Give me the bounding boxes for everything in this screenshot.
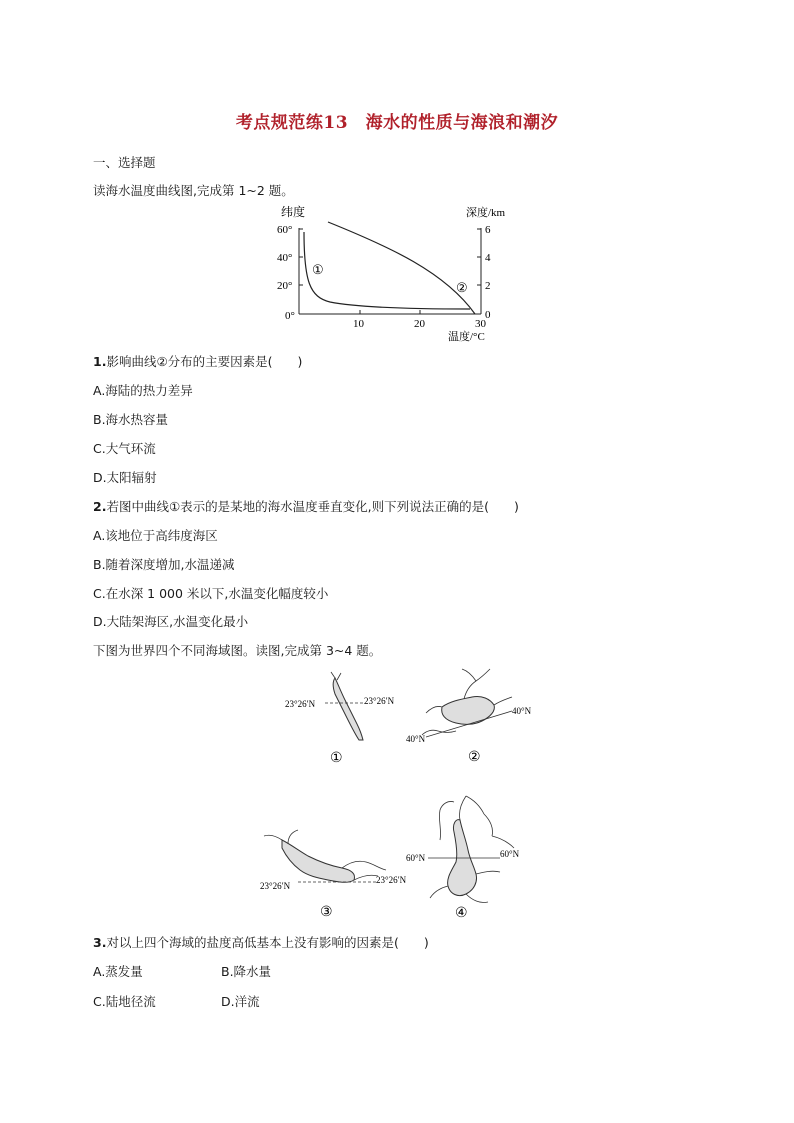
curve-2-label: ② bbox=[456, 280, 468, 295]
map3-lat-right: 23°26′N bbox=[376, 875, 407, 885]
sea-map-3 bbox=[258, 826, 418, 921]
q3-option-b: B.降水量 bbox=[221, 964, 272, 979]
map1-number: ① bbox=[330, 751, 343, 766]
map2-lat-left: 40°N bbox=[406, 734, 426, 744]
map3-lat-left: 23°26′N bbox=[260, 881, 291, 891]
question-1-stem bbox=[93, 352, 302, 370]
temperature-curve-figure bbox=[270, 202, 510, 344]
question-text: 影响曲线②分布的主要因素是( ) bbox=[106, 354, 303, 369]
curve-1-label: ① bbox=[312, 262, 324, 277]
q1-option-c: C.大气环流 bbox=[93, 441, 156, 456]
map2-lat-right: 40°N bbox=[512, 706, 532, 716]
q2-option-c: C.在水深 1 000 米以下,水温变化幅度较小 bbox=[93, 586, 329, 601]
left-axis-label: 纬度 bbox=[281, 205, 306, 219]
x-tick-30: 30 bbox=[475, 318, 486, 330]
q3-option-d: D.洋流 bbox=[221, 994, 260, 1009]
map4-lat-right: 60°N bbox=[500, 849, 520, 859]
sea-map-1 bbox=[285, 670, 410, 770]
x-axis-label: 温度/°C bbox=[448, 331, 485, 343]
map1-lat-right: 23°26′N bbox=[364, 696, 395, 706]
question-number: 2. bbox=[93, 499, 107, 514]
left-tick-20: 20° bbox=[277, 280, 293, 292]
curve-2 bbox=[328, 222, 475, 314]
sea-map-4 bbox=[404, 790, 534, 922]
map4-lat-left: 60°N bbox=[406, 853, 426, 863]
question-number: 3. bbox=[93, 935, 107, 950]
q2-option-a: A.该地位于高纬度海区 bbox=[93, 528, 218, 543]
question-text: 若图中曲线①表示的是某地的海水温度垂直变化,则下列说法正确的是( ) bbox=[106, 499, 519, 514]
left-tick-0: 0° bbox=[285, 310, 295, 322]
left-tick-60: 60° bbox=[277, 224, 293, 236]
x-tick-10: 10 bbox=[353, 318, 364, 330]
sea-map-2 bbox=[404, 665, 544, 770]
question-2-stem bbox=[93, 497, 519, 515]
left-tick-40: 40° bbox=[277, 252, 293, 264]
q2-option-b: B.随着深度增加,水温递减 bbox=[93, 557, 235, 572]
map2-number: ② bbox=[468, 750, 481, 765]
intro-q3-4: 下图为世界四个不同海域图。读图,完成第 3~4 题。 bbox=[93, 643, 382, 658]
q1-option-a: A.海陆的热力差异 bbox=[93, 383, 193, 398]
intro-q1-2: 读海水温度曲线图,完成第 1~2 题。 bbox=[93, 183, 294, 198]
q2-option-d: D.大陆架海区,水温变化最小 bbox=[93, 614, 249, 629]
map4-number: ④ bbox=[455, 906, 468, 921]
right-axis-label: 深度/km bbox=[466, 207, 506, 219]
x-tick-20: 20 bbox=[414, 318, 425, 330]
right-tick-6: 6 bbox=[485, 224, 491, 236]
q3-option-c: C.陆地径流 bbox=[93, 994, 156, 1009]
map1-lat-left: 23°26′N bbox=[285, 699, 316, 709]
page-title: 考点规范练13 海水的性质与海浪和潮汐 bbox=[235, 113, 559, 133]
section-heading: 一、选择题 bbox=[93, 155, 156, 170]
q1-option-b: B.海水热容量 bbox=[93, 412, 169, 427]
map3-number: ③ bbox=[320, 905, 333, 920]
right-tick-2: 2 bbox=[485, 280, 491, 292]
question-text: 对以上四个海域的盐度高低基本上没有影响的因素是( ) bbox=[106, 935, 429, 950]
question-number: 1. bbox=[93, 354, 107, 369]
question-3-stem bbox=[93, 933, 429, 951]
right-tick-0: 0 bbox=[485, 309, 491, 321]
curve-1 bbox=[304, 232, 470, 309]
q1-option-d: D.太阳辐射 bbox=[93, 470, 157, 485]
right-tick-4: 4 bbox=[485, 252, 491, 264]
q3-option-a: A.蒸发量 bbox=[93, 964, 143, 979]
